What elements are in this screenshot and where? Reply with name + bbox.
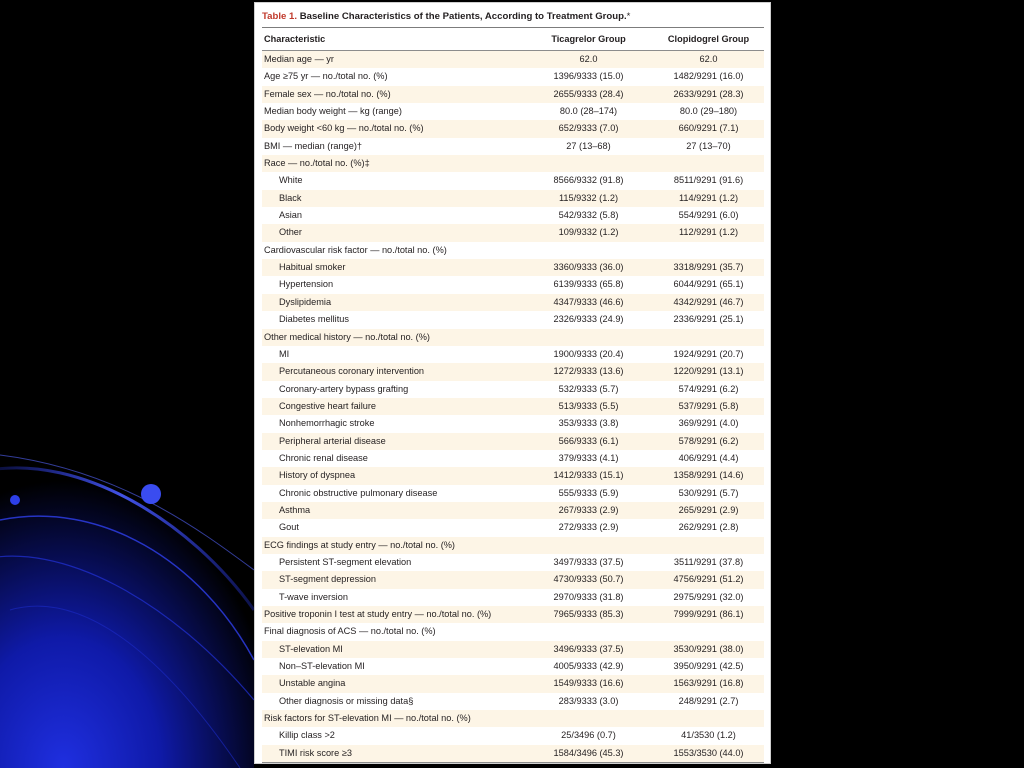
clopidogrel-value: 3530/9291 (38.0) [673, 643, 744, 654]
table-row [262, 346, 764, 363]
clopidogrel-value: 4342/9291 (46.7) [673, 296, 744, 307]
table-footnote-mark: * [626, 11, 631, 22]
ticagrelor-value: 2655/9333 (28.4) [553, 88, 624, 99]
ticagrelor-value: 4005/9333 (42.9) [553, 661, 624, 672]
row-label: Female sex — no./total no. (%) [264, 88, 391, 99]
table-row [262, 589, 764, 606]
table-bottom-rule [262, 762, 764, 768]
table-row [262, 103, 764, 120]
clopidogrel-value: 1358/9291 (14.6) [673, 470, 744, 481]
table-row [262, 450, 764, 467]
clopidogrel-value: 2336/9291 (25.1) [673, 314, 744, 325]
ticagrelor-value: 27 (13–68) [566, 140, 611, 151]
clopidogrel-value: 3318/9291 (35.7) [673, 262, 744, 273]
table-row [262, 207, 764, 224]
row-label: Median age — yr [264, 54, 334, 64]
table-panel [254, 2, 771, 764]
table-row [262, 745, 764, 762]
table-row [262, 190, 764, 207]
row-label: Final diagnosis of ACS — no./total no. (%) [264, 626, 436, 637]
table-row [262, 294, 764, 311]
ticagrelor-value: 3360/9333 (36.0) [553, 262, 624, 273]
row-label: Hypertension [279, 279, 334, 290]
ticagrelor-value [524, 710, 653, 727]
ticagrelor-value: 542/9332 (5.8) [558, 210, 619, 221]
row-label: Killip class >2 [279, 730, 335, 741]
clopidogrel-value: 2975/9291 (32.0) [673, 591, 744, 602]
row-label: Other medical history — no./total no. (%) [264, 331, 430, 342]
table-row [262, 86, 764, 103]
ticagrelor-value: 1549/9333 (16.6) [553, 678, 624, 689]
clopidogrel-value [653, 242, 764, 259]
clopidogrel-value: 8511/9291 (91.6) [673, 175, 744, 186]
table-row [262, 172, 764, 189]
table-title-text: Baseline Characteristics of the Patients, According to Treatment Group. [299, 11, 627, 22]
ticagrelor-value: 109/9332 (1.2) [558, 227, 619, 238]
ticagrelor-value [524, 329, 653, 346]
row-label: T-wave inversion [279, 591, 348, 602]
ticagrelor-value: 115/9332 (1.2) [558, 192, 619, 203]
row-label: Unstable angina [279, 678, 346, 689]
clopidogrel-value: 1924/9291 (20.7) [673, 348, 744, 359]
clopidogrel-value [653, 710, 764, 727]
row-label: BMI — median (range)† [264, 140, 363, 151]
row-label: Habitual smoker [279, 262, 346, 273]
row-label: Other [279, 227, 302, 238]
table-row [262, 623, 764, 640]
ticagrelor-value: 2970/9333 (31.8) [553, 591, 624, 602]
row-label: Body weight <60 kg — no./total no. (%) [264, 123, 424, 134]
ticagrelor-value: 2326/9333 (24.9) [553, 314, 624, 325]
ticagrelor-value: 652/9333 (7.0) [558, 123, 619, 134]
table-row [262, 329, 764, 346]
ticagrelor-value [524, 623, 653, 640]
row-label: Persistent ST-segment elevation [279, 556, 412, 567]
clopidogrel-value: 369/9291 (4.0) [678, 418, 739, 429]
clopidogrel-value: 660/9291 (7.1) [678, 123, 739, 134]
ticagrelor-value: 532/9333 (5.7) [558, 383, 619, 394]
clopidogrel-value: 574/9291 (6.2) [678, 383, 739, 394]
row-label: MI [279, 348, 290, 359]
table-row [262, 276, 764, 293]
table-row [262, 311, 764, 328]
clopidogrel-value: 1563/9291 (16.8) [673, 678, 744, 689]
table-row [262, 571, 764, 588]
clopidogrel-value: 2633/9291 (28.3) [673, 88, 744, 99]
clopidogrel-value: 530/9291 (5.7) [678, 487, 739, 498]
row-label: Black [279, 192, 302, 203]
clopidogrel-value: 537/9291 (5.8) [678, 400, 739, 411]
table-row [262, 155, 764, 172]
clopidogrel-value: 262/9291 (2.8) [678, 522, 739, 533]
header-ticagrelor: Ticagrelor Group [551, 34, 626, 44]
ticagrelor-value: 1272/9333 (13.6) [553, 366, 624, 377]
clopidogrel-value: 3950/9291 (42.5) [673, 661, 744, 672]
header-clopidogrel: Clopidogrel Group [667, 34, 750, 44]
row-label: Age ≥75 yr — no./total no. (%) [264, 71, 388, 82]
row-label: ST-elevation MI [279, 643, 343, 654]
ticagrelor-value: 1412/9333 (15.1) [553, 470, 624, 481]
row-label: Gout [279, 522, 299, 533]
table-title [262, 7, 764, 28]
table-number: Table 1. [262, 11, 298, 22]
ticagrelor-value: 4730/9333 (50.7) [553, 574, 624, 585]
table-row [262, 467, 764, 484]
clopidogrel-value: 4756/9291 (51.2) [673, 574, 744, 585]
clopidogrel-value: 1220/9291 (13.1) [673, 366, 744, 377]
table-body [262, 51, 764, 762]
row-label: Race — no./total no. (%)‡ [264, 158, 370, 169]
blue-dot-small [10, 495, 20, 505]
row-label: Positive troponin I test at study entry — no./total no. (%) [264, 609, 492, 619]
ticagrelor-value: 283/9333 (3.0) [558, 695, 619, 706]
row-label: Cardiovascular risk factor — no./total no. (%) [264, 244, 447, 255]
row-label: Risk factors for ST-elevation MI — no./total no. (%) [264, 713, 471, 724]
ticagrelor-value: 1900/9333 (20.4) [553, 348, 624, 359]
ticagrelor-value: 7965/9333 (85.3) [553, 609, 624, 619]
table-row [262, 415, 764, 432]
table-row [262, 398, 764, 415]
row-label: Coronary-artery bypass grafting [279, 383, 409, 394]
table-row [262, 727, 764, 744]
ticagrelor-value [524, 155, 653, 172]
row-label: Peripheral arterial disease [279, 435, 386, 446]
ticagrelor-value: 379/9333 (4.1) [558, 452, 619, 463]
table-row [262, 710, 764, 727]
clopidogrel-value: 80.0 (29–180) [679, 106, 738, 117]
row-label: Median body weight — kg (range) [264, 106, 402, 117]
table-row [262, 675, 764, 692]
ticagrelor-value: 566/9333 (6.1) [558, 435, 619, 446]
clopidogrel-value: 1482/9291 (16.0) [673, 71, 744, 82]
blue-dot-large [141, 484, 161, 504]
table-row [262, 433, 764, 450]
row-label: Asthma [279, 504, 311, 515]
clopidogrel-value [653, 623, 764, 640]
table-row [262, 658, 764, 675]
clopidogrel-value [653, 537, 764, 554]
table-row [262, 537, 764, 554]
row-label: Non–ST-elevation MI [279, 661, 365, 672]
table-row [262, 259, 764, 276]
row-label: Nonhemorrhagic stroke [279, 418, 375, 429]
table-row [262, 68, 764, 85]
row-label: White [279, 175, 303, 186]
clopidogrel-value: 554/9291 (6.0) [678, 210, 739, 221]
clopidogrel-value: 1553/3530 (44.0) [673, 747, 744, 758]
table-row [262, 51, 764, 68]
clopidogrel-value [653, 329, 764, 346]
table-row [262, 224, 764, 241]
row-label: ECG findings at study entry — no./total no. (%) [264, 539, 455, 550]
clopidogrel-value: 62.0 [699, 54, 718, 64]
row-label: Asian [279, 210, 302, 221]
clopidogrel-value: 3511/9291 (37.8) [673, 556, 744, 567]
table-row [262, 641, 764, 658]
ticagrelor-value: 353/9333 (3.8) [558, 418, 619, 429]
table-row [262, 606, 764, 623]
ticagrelor-value: 1584/3496 (45.3) [553, 747, 624, 758]
row-label: Chronic obstructive pulmonary disease [279, 487, 438, 498]
blue-swoosh-shape [0, 430, 254, 768]
row-label: Percutaneous coronary intervention [279, 366, 425, 377]
clopidogrel-value: 578/9291 (6.2) [678, 435, 739, 446]
clopidogrel-value: 27 (13–70) [686, 140, 731, 151]
ticagrelor-value: 25/3496 (0.7) [561, 730, 616, 741]
ticagrelor-value: 513/9333 (5.5) [558, 400, 619, 411]
ticagrelor-value [524, 537, 653, 554]
table-row [262, 120, 764, 137]
clopidogrel-value [653, 155, 764, 172]
ticagrelor-value [524, 242, 653, 259]
table-row [262, 381, 764, 398]
row-label: History of dyspnea [279, 470, 356, 481]
ticagrelor-value: 8566/9332 (91.8) [553, 175, 624, 186]
table-row [262, 242, 764, 259]
ticagrelor-value: 267/9333 (2.9) [558, 504, 619, 515]
row-label: Congestive heart failure [279, 400, 377, 411]
ticagrelor-value: 3497/9333 (37.5) [553, 556, 624, 567]
clopidogrel-value: 265/9291 (2.9) [678, 504, 739, 515]
row-label: TIMI risk score ≥3 [279, 747, 352, 758]
ticagrelor-value: 62.0 [579, 54, 598, 64]
row-label: Diabetes mellitus [279, 314, 349, 325]
ticagrelor-value: 80.0 (28–174) [559, 106, 618, 117]
table-row [262, 485, 764, 502]
ticagrelor-value: 4347/9333 (46.6) [553, 296, 624, 307]
row-label: ST-segment depression [279, 574, 377, 585]
row-label: Dyslipidemia [279, 296, 332, 307]
header-characteristic: Characteristic [264, 34, 326, 44]
table-row [262, 502, 764, 519]
ticagrelor-value: 555/9333 (5.9) [558, 487, 619, 498]
table-row [262, 363, 764, 380]
clopidogrel-value: 7999/9291 (86.1) [673, 609, 744, 619]
ticagrelor-value: 3496/9333 (37.5) [553, 643, 624, 654]
table-row [262, 693, 764, 710]
ticagrelor-value: 272/9333 (2.9) [558, 522, 619, 533]
clopidogrel-value: 112/9291 (1.2) [678, 227, 739, 238]
clopidogrel-value: 41/3530 (1.2) [681, 730, 736, 741]
clopidogrel-value: 114/9291 (1.2) [678, 192, 739, 203]
table-row [262, 519, 764, 536]
clopidogrel-value: 406/9291 (4.4) [678, 452, 739, 463]
table-row [262, 138, 764, 155]
ticagrelor-value: 1396/9333 (15.0) [553, 71, 624, 82]
row-label: Other diagnosis or missing data§ [279, 695, 414, 706]
clopidogrel-value: 6044/9291 (65.1) [673, 279, 744, 290]
row-label: Chronic renal disease [279, 452, 368, 463]
clopidogrel-value: 248/9291 (2.7) [678, 695, 739, 706]
ticagrelor-value: 6139/9333 (65.8) [553, 279, 624, 290]
table-row [262, 554, 764, 571]
table-header-row [262, 28, 764, 51]
